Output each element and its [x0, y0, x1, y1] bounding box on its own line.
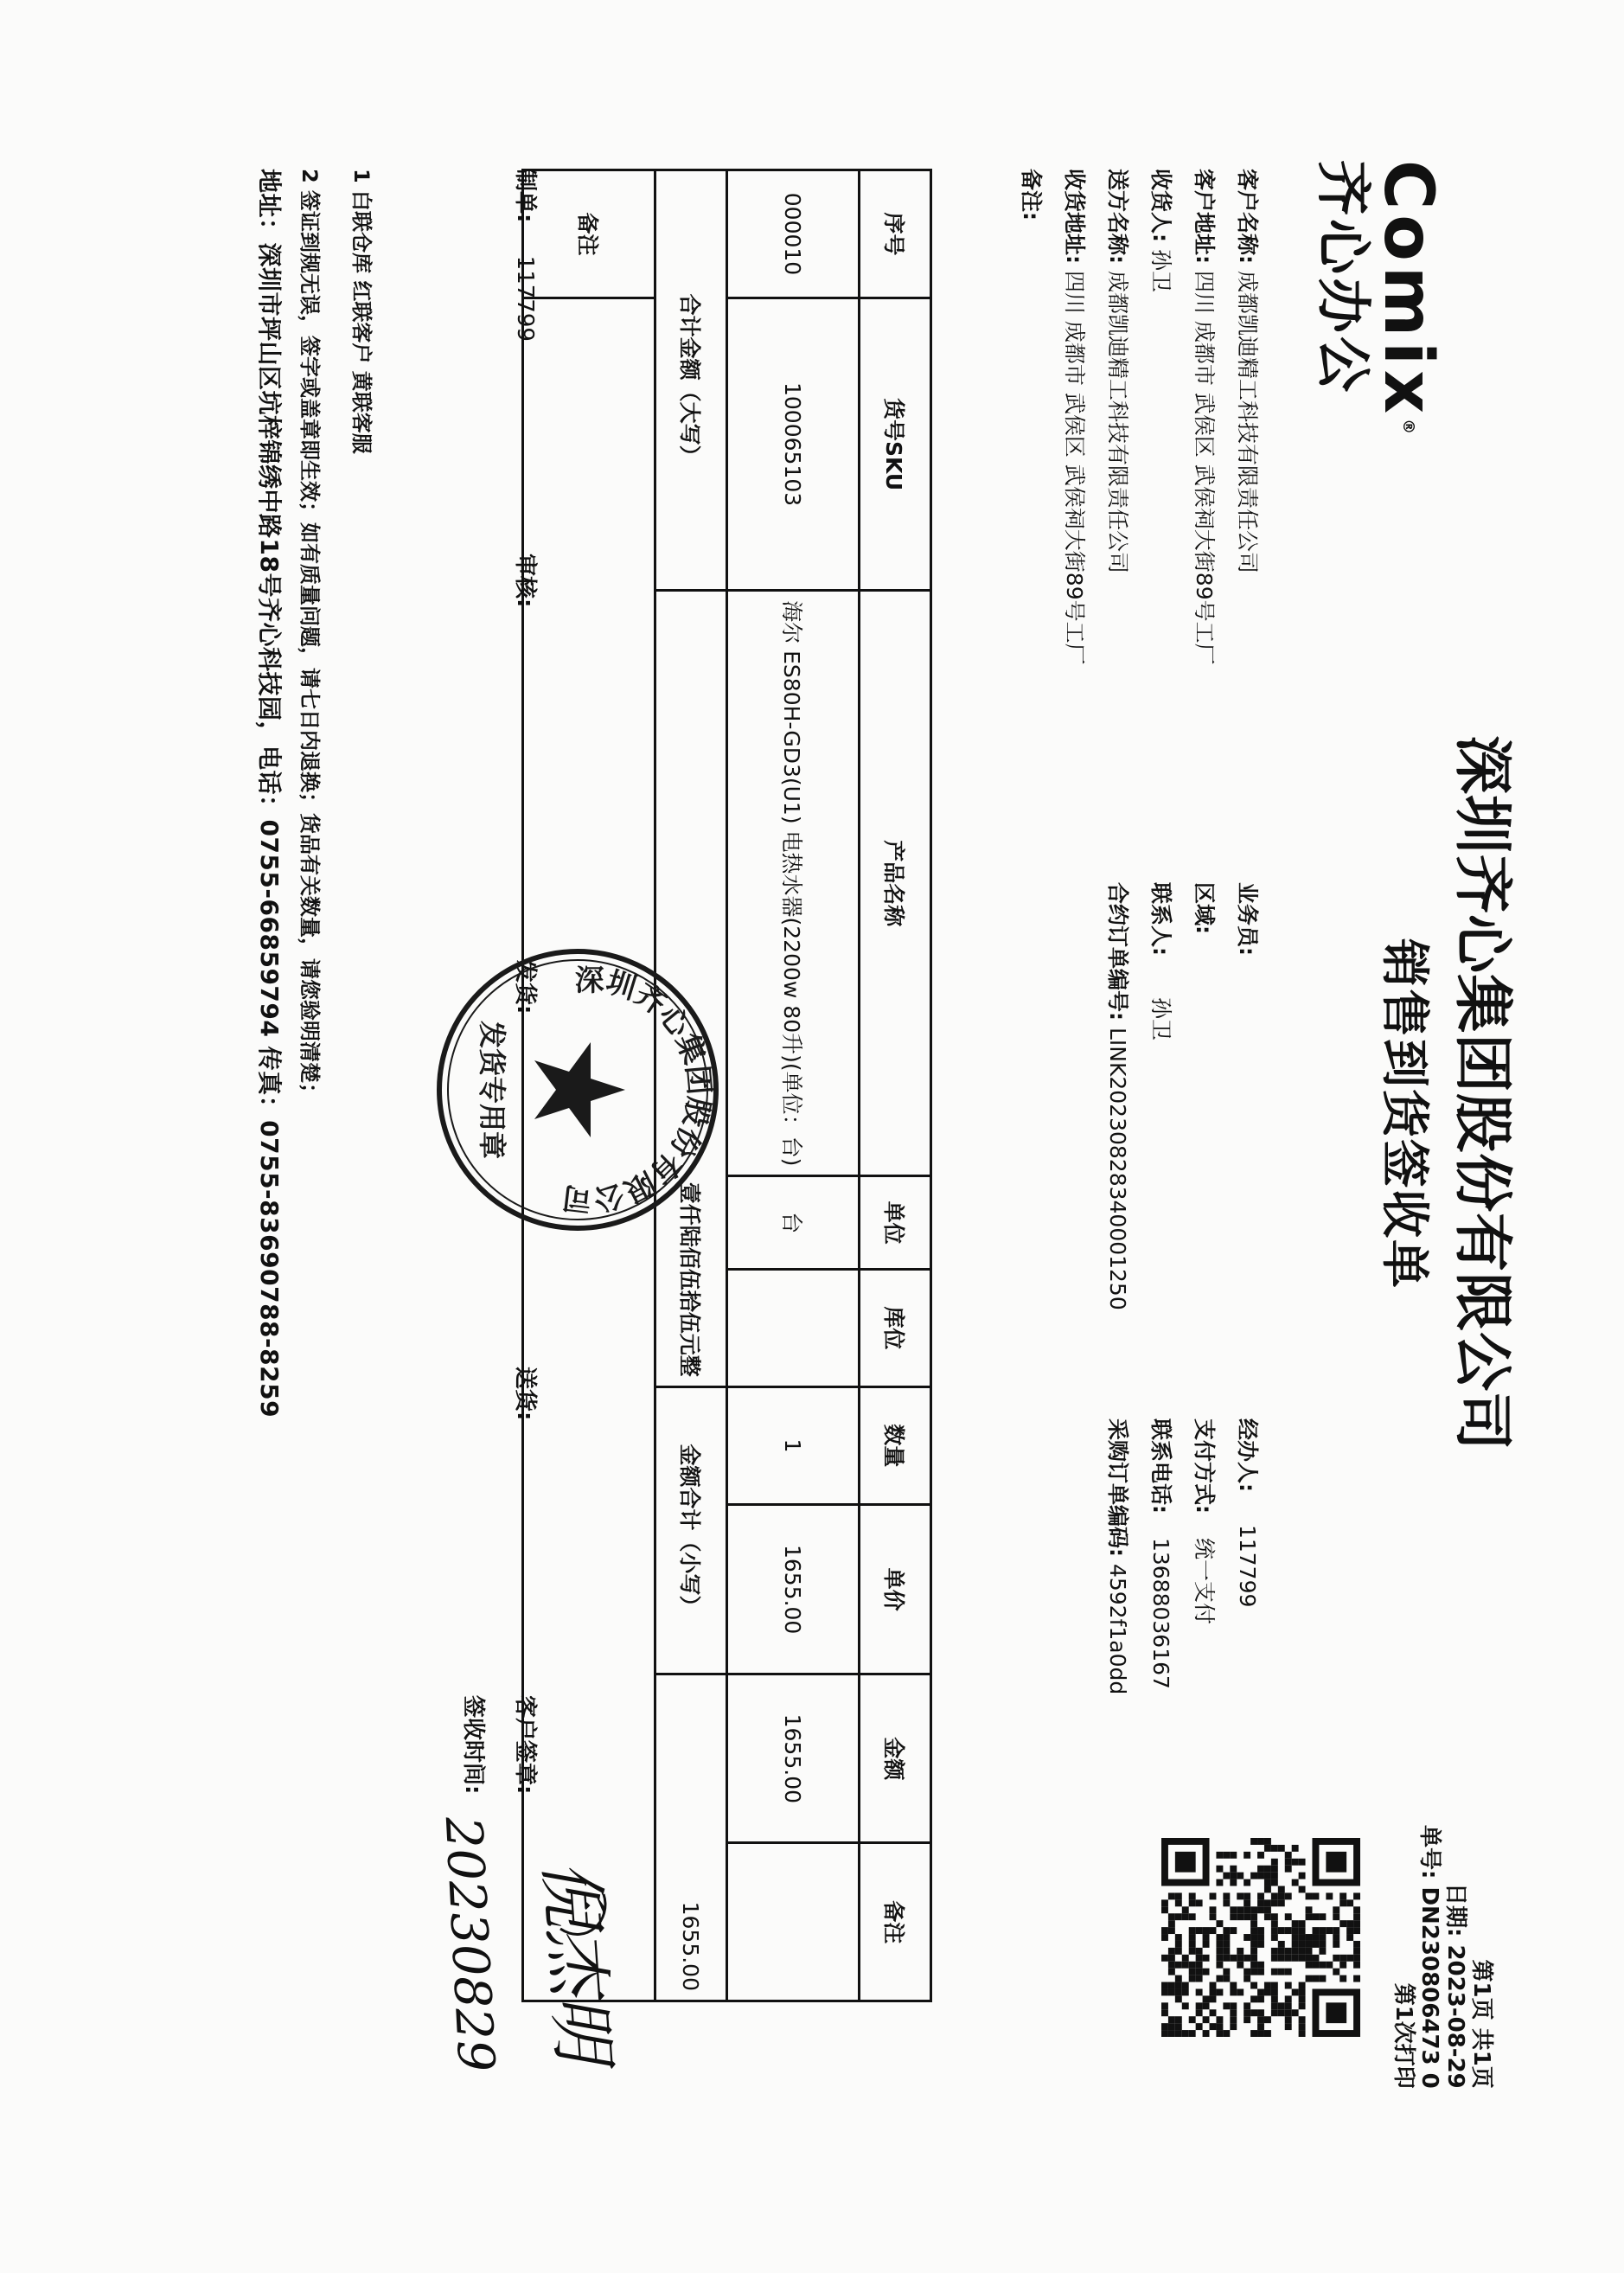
company-name: 深圳齐心集团股份有限公司	[1448, 735, 1516, 1452]
doc-number-line: 单号: DN230806473 0	[1416, 1825, 1442, 2089]
phone: 13688036167	[1148, 1537, 1173, 1689]
handler: 117799	[1235, 1524, 1260, 1608]
table-remark-label: 备注	[523, 170, 655, 298]
doc-number: DN230806473 0	[1416, 1886, 1442, 2089]
total-upper-label: 合计金额（大写）	[655, 170, 727, 591]
col-unit: 单位	[860, 1176, 931, 1270]
table-row	[727, 170, 860, 2001]
ship-label: 发货:	[512, 960, 538, 1015]
po-number: 4592f1a0dd	[1105, 1563, 1130, 1695]
print-count: 第1次打印	[1391, 1982, 1416, 2089]
cell-price: 1655.00	[727, 1505, 860, 1674]
handwritten-signature	[405, 1764, 630, 2162]
cell-unit: 台	[727, 1176, 860, 1270]
contract-number: LINK20230828340001250	[1105, 1027, 1130, 1310]
company-address: 地址：深圳市坪山区坑梓锦绣中路18号齐心科技园，电话：0755-66859794 传真：0755-83690788-8259	[255, 169, 284, 1418]
col-remark: 备注	[860, 1843, 931, 2001]
seal-star-icon	[534, 1042, 625, 1137]
contact: 孙卫	[1148, 996, 1173, 1040]
contract-row: 合约订单编号: LINK20230828340001250	[1105, 882, 1130, 1310]
logo-zh-text: 齐心办公	[1310, 160, 1374, 395]
customer-name-row: 客户名称: 成都凯迪精工科技有限责任公司	[1235, 169, 1260, 573]
payment-row: 支付方式: 统一支付	[1192, 1418, 1217, 1624]
document-title: 销售到货签收单	[1376, 938, 1432, 1290]
audit-label: 审核:	[512, 554, 538, 608]
cell-product: 海尔 ES80H-GD3(U1) 电热水器(2200w 80升)(单位：台)	[727, 591, 860, 1176]
signature-text: 倪杰明	[529, 1857, 622, 2065]
col-product: 产品名称	[860, 591, 931, 1176]
footer-notes	[284, 169, 387, 1104]
total-lower-label: 金额合计（小写）	[655, 1386, 727, 1674]
cell-amount: 1655.00	[727, 1674, 860, 1843]
receiver: 孙卫	[1148, 248, 1173, 292]
ship-name: 成都凯迪精工科技有限责任公司	[1105, 270, 1130, 573]
qr-code-icon	[1161, 1838, 1360, 2037]
total-lower: 1655.00	[655, 1674, 727, 2001]
cell-remark	[727, 1843, 860, 2001]
ship-name-row: 送方名称: 成都凯迪精工科技有限责任公司	[1105, 169, 1130, 573]
col-amount: 金额	[860, 1674, 931, 1843]
col-qty: 数量	[860, 1386, 931, 1504]
col-price: 单价	[860, 1505, 931, 1674]
ship-addr: 四川 成都市 武侯区 武侯祠大街89号工厂	[1062, 270, 1087, 665]
cell-location	[727, 1270, 860, 1387]
cell-seq: 000010	[727, 170, 860, 298]
date-line: 日期: 2023-08-29	[1442, 1883, 1468, 2089]
cell-sku: 100065103	[727, 298, 860, 590]
note-line-1: 1 白联仓库 红联客户 黄联客服	[349, 169, 374, 454]
col-location: 库位	[860, 1270, 931, 1387]
sign-date-text: 20230829	[433, 1815, 507, 2074]
page-count: 第1页 共1页	[1468, 1959, 1494, 2089]
customer-name: 成都凯迪精工科技有限责任公司	[1235, 270, 1260, 573]
handler-row: 经办人: 117799	[1235, 1418, 1260, 1608]
deliver-label: 送货:	[512, 1367, 538, 1421]
receiver-row: 收货人: 孙卫	[1148, 169, 1173, 292]
salesman-row: 业务员:	[1235, 882, 1260, 956]
table-header-row	[860, 170, 931, 2001]
customer-addr-row: 客户地址: 四川 成都市 武侯区 武侯祠大街89号工厂	[1192, 169, 1217, 665]
seal-text: 深圳齐心集团股份有限公司	[560, 963, 717, 1217]
po-row: 采购订单编码: 4592f1a0dd	[1105, 1418, 1130, 1695]
sign-label: 客户签章:	[512, 1695, 538, 1795]
col-sku: 货号SKU	[860, 298, 931, 590]
page-meta	[1391, 1825, 1494, 2089]
contact-row: 联系人: 孙卫	[1148, 882, 1173, 1040]
seal-sub: 发货专用章	[476, 1020, 508, 1160]
col-seq: 序号	[860, 170, 931, 298]
cell-qty: 1	[727, 1386, 860, 1504]
logo-en-text: Comix	[1369, 160, 1447, 419]
phone-row: 联系电话: 13688036167	[1148, 1418, 1173, 1689]
maker: 117799	[512, 255, 538, 342]
ship-addr-row: 收货地址: 四川 成都市 武侯区 武侯祠大街89号工厂	[1062, 169, 1087, 665]
customer-addr: 四川 成都市 武侯区 武侯祠大街89号工厂	[1192, 270, 1217, 665]
payment: 统一支付	[1192, 1537, 1217, 1624]
company-logo	[1310, 160, 1447, 440]
company-seal	[431, 943, 725, 1237]
maker-row: 制单: 117799	[512, 169, 538, 342]
region-row: 区域:	[1192, 882, 1217, 934]
remark-row: 备注:	[1019, 169, 1044, 221]
sign-time-label: 签收时间:	[460, 1695, 486, 1795]
doc-date: 2023-08-29	[1442, 1944, 1468, 2089]
total-upper: 壹仟陆佰伍拾伍元整	[655, 591, 727, 1387]
note-line-2: 2 签证到规无误，签字或盖章即生效；如有质量问题，请七日内退换；货品有关数量，请您验明清楚；	[297, 169, 322, 1104]
logo-trademark: ®	[1399, 419, 1417, 440]
